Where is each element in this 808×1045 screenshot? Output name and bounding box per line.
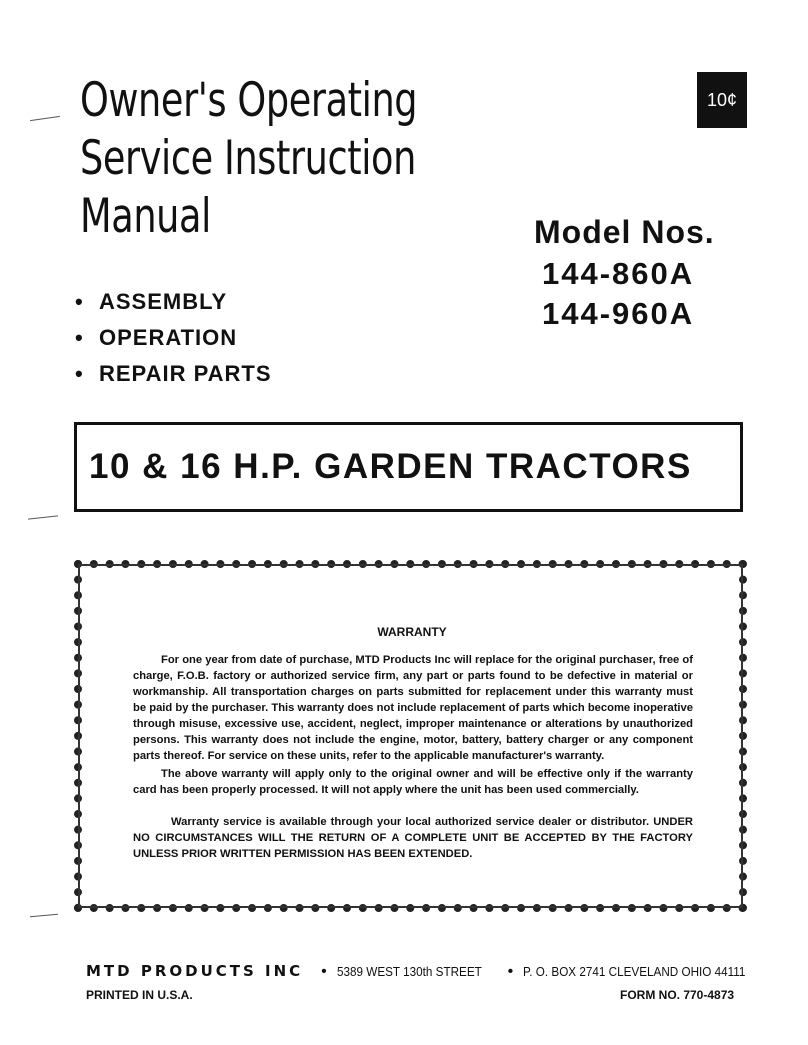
company-footer bbox=[86, 962, 756, 981]
model-number-2: 144-960A bbox=[542, 296, 695, 331]
bullet-icon: • bbox=[75, 361, 84, 386]
separator-dot: • bbox=[507, 963, 514, 980]
scan-mark bbox=[30, 914, 58, 917]
feature-label: OPERATION bbox=[99, 325, 238, 350]
feature-label: REPAIR PARTS bbox=[99, 361, 272, 386]
scan-mark bbox=[28, 515, 58, 519]
warranty-paragraph: For one year from date of purchase, MTD Products Inc will replace for the original purchaser, free of charge, F.O.B. factory or authorized service firm, any part or parts found to be defective in material or workmanship. All transportation charges on parts submitted for replacement under this warranty must be paid by the purchaser. This warranty does not include replacement of parts which become inoperative through misuse, excessive use, accident, neglect, improper maintenance or alterations by unauthorized persons. This warranty does not include the engine, motor, battery, battery charger or any component parts thereof. For service on these units, refer to the applicable manufacturer's warranty. bbox=[133, 654, 693, 762]
banner-text: 10 & 16 H.P. GARDEN TRACTORS bbox=[89, 447, 692, 486]
feature-item bbox=[75, 320, 272, 356]
bullet-icon: • bbox=[75, 325, 84, 350]
printed-in: PRINTED IN U.S.A. bbox=[86, 988, 193, 1002]
warranty-paragraph: The above warranty will apply only to the original owner and will be effective only if the warranty card has been properly processed. It will not apply where the unit has been used commercially. bbox=[133, 768, 693, 796]
feature-list bbox=[75, 284, 272, 392]
feature-item bbox=[75, 284, 272, 320]
scan-mark bbox=[30, 116, 60, 121]
separator-dot: • bbox=[321, 963, 327, 980]
model-numbers bbox=[534, 210, 774, 334]
title-line-1: Owner's Operating bbox=[80, 73, 418, 128]
title-line-2: Service Instruction bbox=[80, 131, 416, 186]
warranty-title: WARRANTY bbox=[377, 625, 447, 639]
form-number: FORM NO. 770-4873 bbox=[620, 988, 735, 1002]
model-number-1: 144-860A bbox=[542, 256, 695, 291]
bullet-icon: • bbox=[75, 289, 84, 314]
warranty-paragraph: Warranty service is available through your local authorized service dealer or distributor. UNDER NO CIRCUMSTANCES WILL THE RETURN OF A COMPLETE UNIT BE ACCEPTED BY THE FACTORY UNLESS PRIOR WRITTEN PERMISSION HAS BEEN EXTENDED. bbox=[133, 816, 693, 860]
price-badge: 10¢ bbox=[697, 72, 747, 128]
title-line-3: Manual bbox=[80, 189, 211, 244]
street-address: 5389 WEST 130th STREET bbox=[336, 964, 482, 979]
feature-label: ASSEMBLY bbox=[99, 289, 228, 314]
po-box-address: P. O. BOX 2741 CLEVELAND OHIO 44111 bbox=[523, 964, 746, 979]
product-banner bbox=[74, 422, 743, 512]
company-name: MTD PRODUCTS INC bbox=[86, 962, 304, 980]
feature-item bbox=[75, 356, 272, 392]
model-label: Model Nos. bbox=[534, 214, 715, 250]
manual-title bbox=[80, 72, 439, 246]
